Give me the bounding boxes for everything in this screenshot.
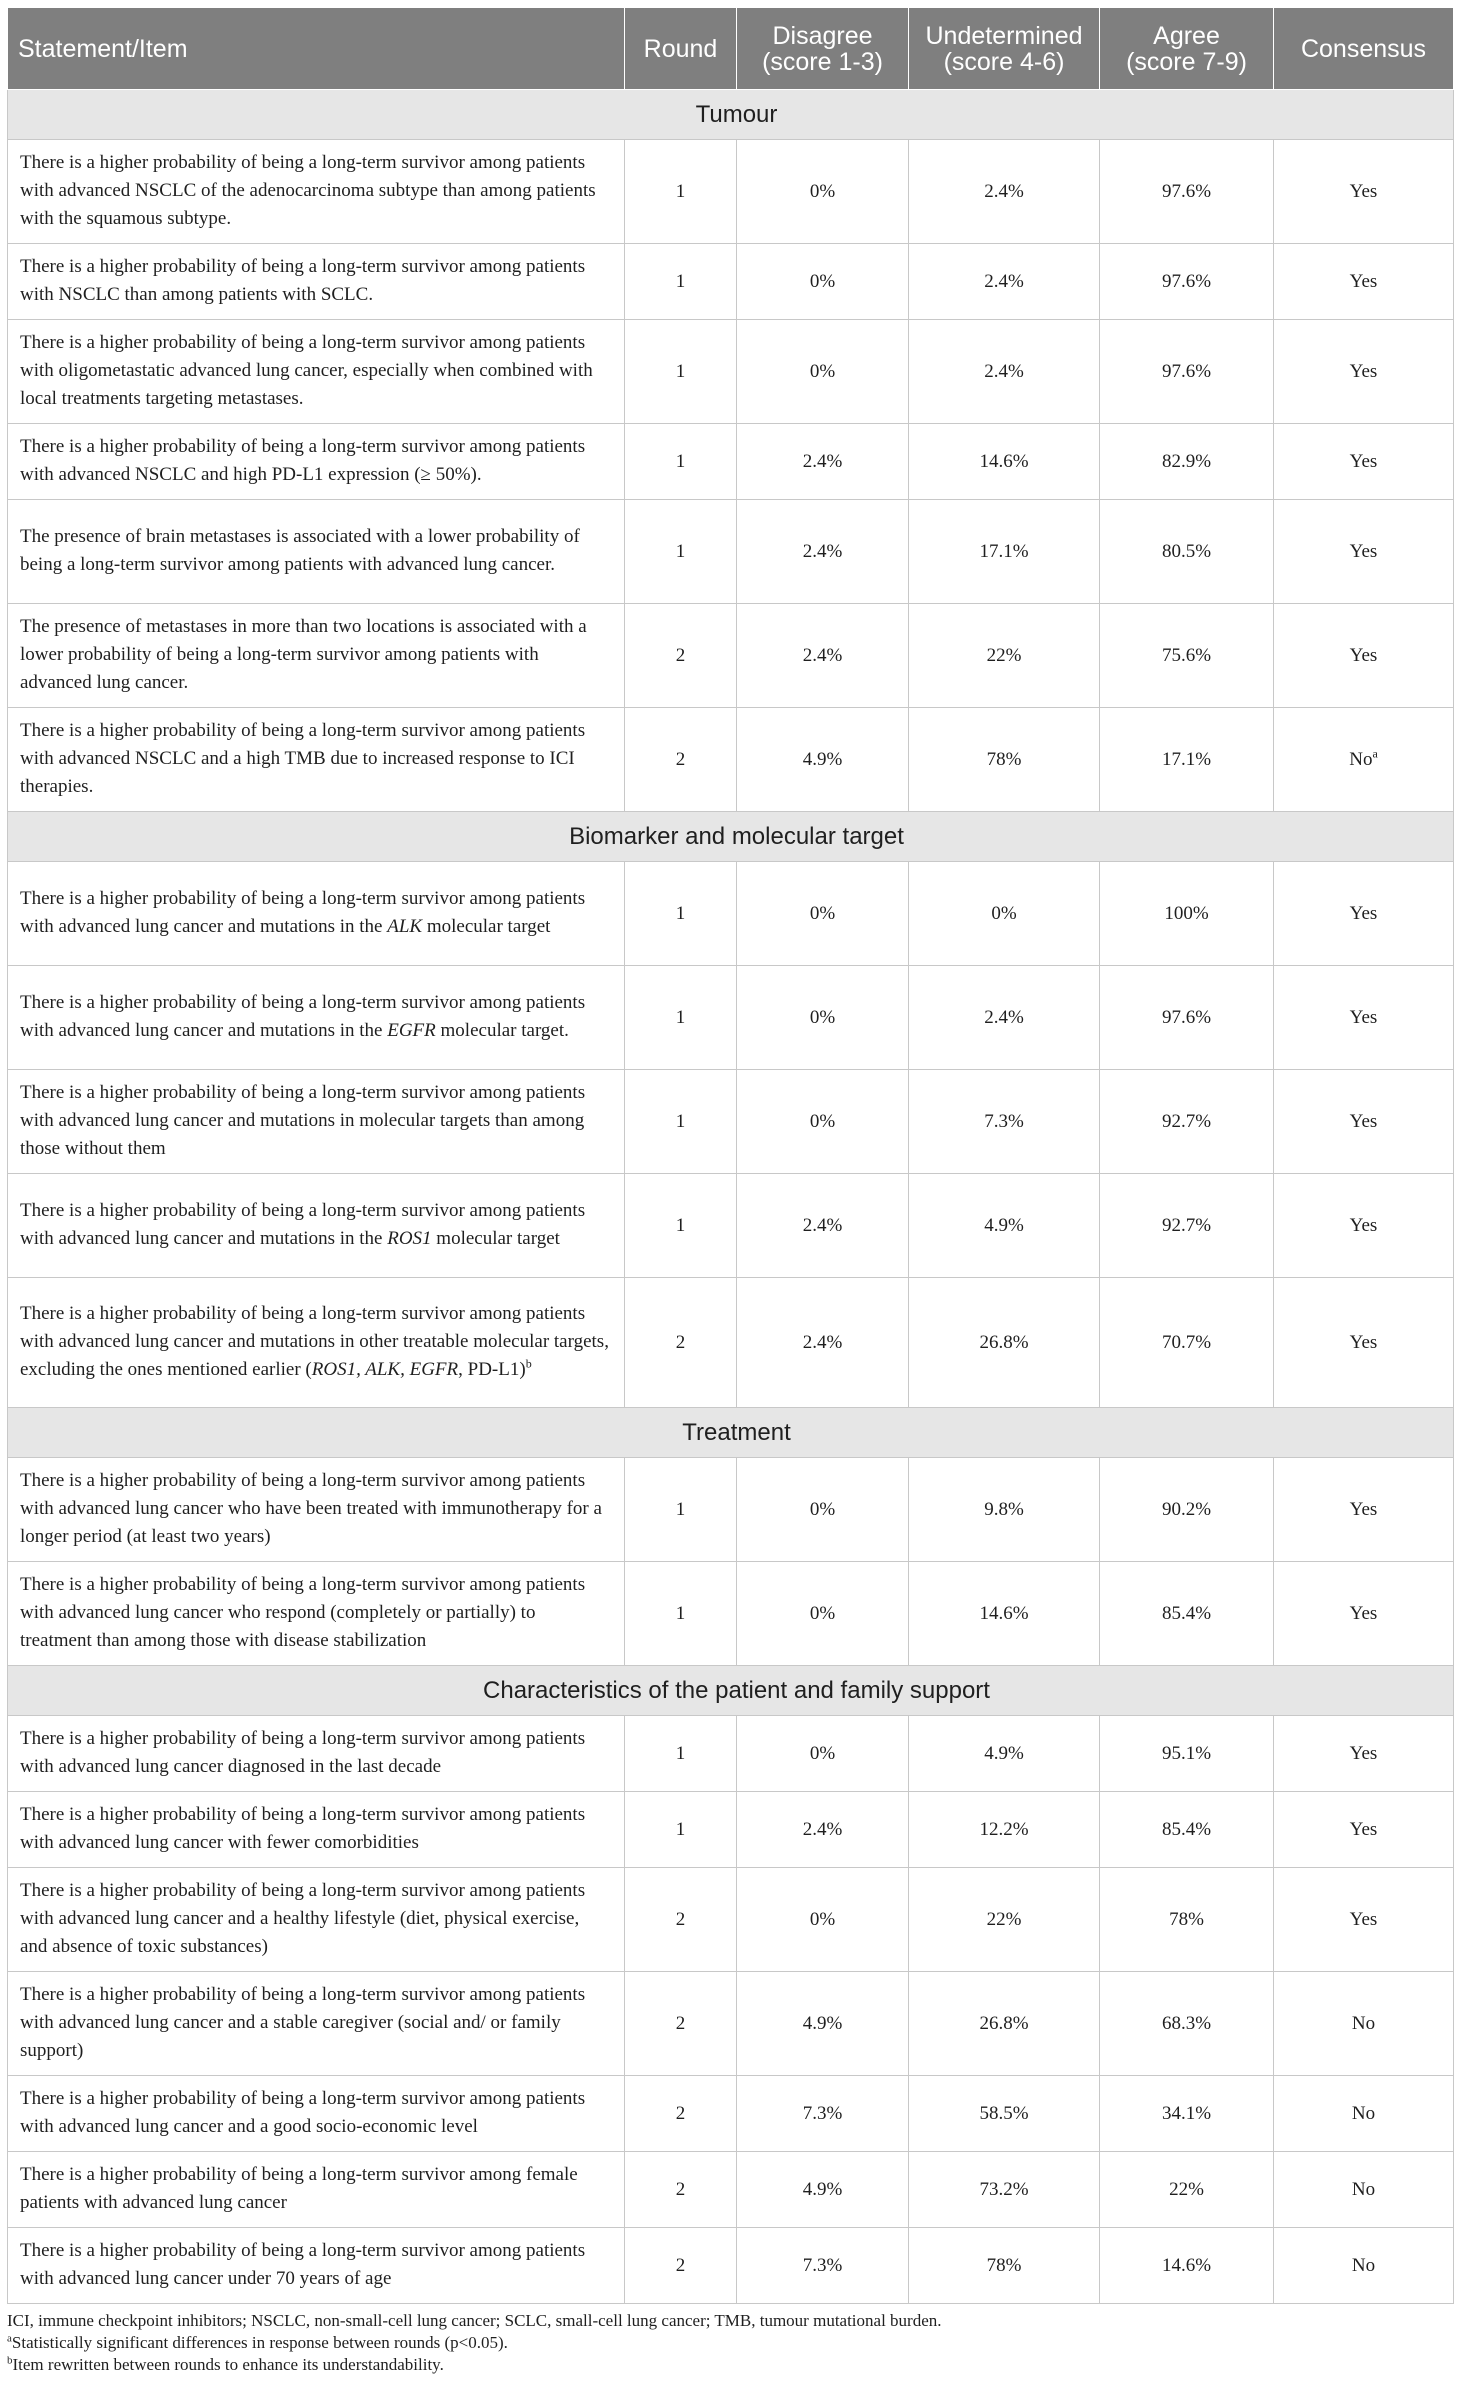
gene-name: ROS1, ALK, EGFR [311,1358,459,1380]
header-agree-score: (score 7-9) [1126,47,1247,76]
statement-cell [8,1278,625,1408]
table-row [8,2228,1454,2304]
round-cell: 1 [625,1716,737,1792]
round-cell: 1 [625,244,737,320]
undetermined-cell: 22% [909,1868,1100,1972]
table-row [8,244,1454,320]
table-row [8,1868,1454,1972]
round-cell: 1 [625,1792,737,1868]
table-row [8,1716,1454,1792]
round-cell: 1 [625,1458,737,1562]
consensus-cell: No [1274,2228,1454,2304]
round-cell: 2 [625,1868,737,1972]
table-row [8,1792,1454,1868]
consensus-cell: Yes [1274,1716,1454,1792]
consensus-cell: Yes [1274,1278,1454,1408]
statement-text: molecular target [422,915,551,937]
consensus-cell: Yes [1274,966,1454,1070]
header-agree [1100,8,1274,90]
statement-text: molecular target [431,1227,560,1249]
disagree-cell: 2.4% [737,604,909,708]
table-row [8,2076,1454,2152]
agree-cell: 80.5% [1100,500,1274,604]
round-cell: 2 [625,604,737,708]
agree-cell: 92.7% [1100,1174,1274,1278]
statement-cell: There is a higher probability of being a long-term survivor among patients with advanced lung cancer and a healthy lifestyle (diet, physical exercise, and absence of toxic substances) [8,1868,625,1972]
table-row [8,424,1454,500]
agree-cell: 97.6% [1100,966,1274,1070]
disagree-cell: 0% [737,320,909,424]
gene-name: ALK [387,915,423,937]
section-title: Biomarker and molecular target [8,812,1454,862]
agree-cell: 14.6% [1100,2228,1274,2304]
consensus-cell: No [1274,2076,1454,2152]
header-undetermined [909,8,1100,90]
section-row [8,1408,1454,1458]
round-cell: 1 [625,320,737,424]
agree-cell: 22% [1100,2152,1274,2228]
section-title: Treatment [8,1408,1454,1458]
disagree-cell: 2.4% [737,424,909,500]
table-row [8,2152,1454,2228]
undetermined-cell: 4.9% [909,1716,1100,1792]
header-agree-label: Agree [1153,21,1220,50]
agree-cell: 92.7% [1100,1070,1274,1174]
disagree-cell: 2.4% [737,1174,909,1278]
section-title: Characteristics of the patient and family support [8,1666,1454,1716]
consensus-cell: Yes [1274,320,1454,424]
disagree-cell: 7.3% [737,2076,909,2152]
disagree-cell: 4.9% [737,708,909,812]
consensus-cell [1274,708,1454,812]
statement-cell: There is a higher probability of being a long-term survivor among patients with advanced NSCLC of the adenocarcinoma subtype than among patients with the squamous subtype. [8,140,625,244]
table-row [8,1458,1454,1562]
agree-cell: 70.7% [1100,1278,1274,1408]
statement-cell [8,1174,625,1278]
footnote-b [7,2354,1453,2376]
header-statement: Statement/Item [8,8,625,90]
consensus-table [7,7,1454,2304]
statement-text: There is a higher probability of being a long-term survivor among patients with advanced lung cancer and mutations in other treatable molecular targets, excluding the ones mentioned earlier ( [20,1302,609,1380]
round-cell: 2 [625,1278,737,1408]
header-undetermined-label: Undetermined [925,21,1083,50]
consensus-cell: Yes [1274,862,1454,966]
footnote-a-mark: a [7,2332,12,2345]
table-row [8,500,1454,604]
header-disagree-score: (score 1-3) [762,47,883,76]
undetermined-cell: 0% [909,862,1100,966]
consensus-cell: Yes [1274,244,1454,320]
consensus-cell: Yes [1274,1458,1454,1562]
statement-cell: There is a higher probability of being a long-term survivor among patients with advanced lung cancer who respond (completely or partially) to treatment than among those with disease stabilization [8,1562,625,1666]
table-row [8,1972,1454,2076]
undetermined-cell: 12.2% [909,1792,1100,1868]
table-row [8,862,1454,966]
undetermined-cell: 7.3% [909,1070,1100,1174]
statement-text: There is a higher probability of being a long-term survivor among patients with advanced lung cancer and mutations in the [20,991,586,1041]
table-footnotes [7,2310,1453,2376]
disagree-cell: 0% [737,862,909,966]
table-container [7,7,1453,2376]
disagree-cell: 0% [737,1868,909,1972]
agree-cell: 95.1% [1100,1716,1274,1792]
undetermined-cell: 78% [909,2228,1100,2304]
undetermined-cell: 2.4% [909,320,1100,424]
undetermined-cell: 2.4% [909,244,1100,320]
disagree-cell: 7.3% [737,2228,909,2304]
round-cell: 1 [625,500,737,604]
gene-name: ROS1 [387,1227,432,1249]
disagree-cell: 0% [737,140,909,244]
footnote-marker-a: a [1372,746,1378,761]
agree-cell: 85.4% [1100,1562,1274,1666]
consensus-cell: Yes [1274,140,1454,244]
undetermined-cell: 2.4% [909,140,1100,244]
undetermined-cell: 26.8% [909,1972,1100,2076]
consensus-cell: No [1274,2152,1454,2228]
statement-cell: There is a higher probability of being a long-term survivor among patients with NSCLC than among patients with SCLC. [8,244,625,320]
statement-cell: The presence of brain metastases is associated with a lower probability of being a long-term survivor among patients with advanced lung cancer. [8,500,625,604]
consensus-cell: Yes [1274,1868,1454,1972]
undetermined-cell: 26.8% [909,1278,1100,1408]
statement-cell: There is a higher probability of being a long-term survivor among patients with advanced lung cancer and mutations in molecular targets than among those without them [8,1070,625,1174]
table-row [8,320,1454,424]
agree-cell: 68.3% [1100,1972,1274,2076]
disagree-cell: 0% [737,1070,909,1174]
round-cell: 1 [625,1070,737,1174]
table-row [8,1070,1454,1174]
agree-cell: 90.2% [1100,1458,1274,1562]
undetermined-cell: 9.8% [909,1458,1100,1562]
table-row [8,1174,1454,1278]
agree-cell: 82.9% [1100,424,1274,500]
statement-cell: There is a higher probability of being a long-term survivor among female patients with advanced lung cancer [8,2152,625,2228]
consensus-cell: Yes [1274,1562,1454,1666]
statement-text: , PD-L1) [458,1358,526,1380]
table-header [8,8,1454,90]
footnote-a-text: Statistically significant differences in response between rounds (p<0.05). [11,2333,508,2352]
table-row [8,1562,1454,1666]
statement-cell: There is a higher probability of being a long-term survivor among patients with advanced NSCLC and high PD-L1 expression (≥ 50%). [8,424,625,500]
consensus-cell: Yes [1274,1174,1454,1278]
footnote-a [7,2332,1453,2354]
table-row [8,966,1454,1070]
consensus-value: No [1349,748,1373,770]
statement-cell: The presence of metastases in more than two locations is associated with a lower probability of being a long-term survivor among patients with advanced lung cancer. [8,604,625,708]
section-title: Tumour [8,90,1454,140]
statement-cell [8,862,625,966]
undetermined-cell: 58.5% [909,2076,1100,2152]
footnote-b-text: Item rewritten between rounds to enhance its understandability. [12,2355,444,2374]
round-cell: 1 [625,1562,737,1666]
undetermined-cell: 14.6% [909,1562,1100,1666]
table-row [8,1278,1454,1408]
undetermined-cell: 22% [909,604,1100,708]
undetermined-cell: 17.1% [909,500,1100,604]
footnote-abbreviations: ICI, immune checkpoint inhibitors; NSCLC, non-small-cell lung cancer; SCLC, small-cell lung cancer; TMB, tumour mutational burden. [7,2311,942,2330]
header-disagree-label: Disagree [772,21,873,50]
statement-text: There is a higher probability of being a long-term survivor among patients with advanced lung cancer and mutations in the [20,887,586,937]
round-cell: 1 [625,862,737,966]
undetermined-cell: 14.6% [909,424,1100,500]
disagree-cell: 0% [737,244,909,320]
round-cell: 2 [625,2152,737,2228]
round-cell: 1 [625,140,737,244]
agree-cell: 85.4% [1100,1792,1274,1868]
undetermined-cell: 4.9% [909,1174,1100,1278]
table-row [8,708,1454,812]
disagree-cell: 2.4% [737,1792,909,1868]
statement-cell: There is a higher probability of being a long-term survivor among patients with advanced lung cancer and a stable caregiver (social and/ or family support) [8,1972,625,2076]
consensus-cell: Yes [1274,424,1454,500]
agree-cell: 17.1% [1100,708,1274,812]
statement-cell: There is a higher probability of being a long-term survivor among patients with advanced lung cancer and a good socio-economic level [8,2076,625,2152]
disagree-cell: 0% [737,966,909,1070]
consensus-cell: Yes [1274,1070,1454,1174]
header-disagree [737,8,909,90]
statement-cell: There is a higher probability of being a long-term survivor among patients with advanced lung cancer under 70 years of age [8,2228,625,2304]
statement-text: There is a higher probability of being a long-term survivor among patients with advanced lung cancer and mutations in the [20,1199,586,1249]
disagree-cell: 0% [737,1562,909,1666]
consensus-cell: Yes [1274,1792,1454,1868]
agree-cell: 97.6% [1100,244,1274,320]
round-cell: 1 [625,966,737,1070]
statement-text: molecular target. [435,1019,569,1041]
statement-cell: There is a higher probability of being a long-term survivor among patients with advanced lung cancer diagnosed in the last decade [8,1716,625,1792]
consensus-cell: No [1274,1972,1454,2076]
table-body [8,90,1454,2304]
footnote-marker-b: b [525,1356,532,1371]
statement-cell: There is a higher probability of being a long-term survivor among patients with advanced lung cancer who have been treated with immunotherapy for a longer period (at least two years) [8,1458,625,1562]
section-row [8,1666,1454,1716]
disagree-cell: 0% [737,1716,909,1792]
agree-cell: 100% [1100,862,1274,966]
footnote-b-mark: b [7,2354,13,2367]
agree-cell: 97.6% [1100,140,1274,244]
round-cell: 2 [625,2228,737,2304]
disagree-cell: 2.4% [737,1278,909,1408]
agree-cell: 75.6% [1100,604,1274,708]
agree-cell: 78% [1100,1868,1274,1972]
disagree-cell: 2.4% [737,500,909,604]
round-cell: 2 [625,2076,737,2152]
header-undetermined-score: (score 4-6) [943,47,1065,76]
section-row [8,812,1454,862]
statement-cell: There is a higher probability of being a long-term survivor among patients with advanced NSCLC and a high TMB due to increased response to ICI therapies. [8,708,625,812]
round-cell: 1 [625,1174,737,1278]
agree-cell: 34.1% [1100,2076,1274,2152]
round-cell: 1 [625,424,737,500]
statement-cell: There is a higher probability of being a long-term survivor among patients with advanced lung cancer with fewer comorbidities [8,1792,625,1868]
disagree-cell: 0% [737,1458,909,1562]
round-cell: 2 [625,1972,737,2076]
round-cell: 2 [625,708,737,812]
undetermined-cell: 73.2% [909,2152,1100,2228]
table-row [8,140,1454,244]
undetermined-cell: 78% [909,708,1100,812]
table-row [8,604,1454,708]
agree-cell: 97.6% [1100,320,1274,424]
undetermined-cell: 2.4% [909,966,1100,1070]
gene-name: EGFR [387,1019,436,1041]
consensus-cell: Yes [1274,500,1454,604]
disagree-cell: 4.9% [737,1972,909,2076]
statement-cell [8,966,625,1070]
header-consensus: Consensus [1274,8,1454,90]
statement-cell: There is a higher probability of being a long-term survivor among patients with oligometastatic advanced lung cancer, especially when combined with local treatments targeting metastases. [8,320,625,424]
header-round: Round [625,8,737,90]
consensus-cell: Yes [1274,604,1454,708]
disagree-cell: 4.9% [737,2152,909,2228]
section-row [8,90,1454,140]
